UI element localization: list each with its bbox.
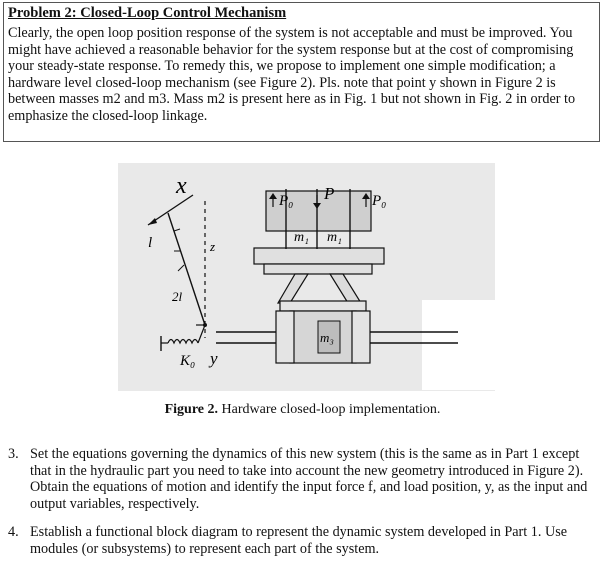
figure-caption <box>0 402 605 418</box>
question-4-text: Establish a functional block diagram to represent the dynamic system developed in Part 1. Use modules (or subsystems) to represent each part of the system. <box>30 524 568 557</box>
label-p0-left: P₀ <box>279 193 294 209</box>
problem-title: Problem 2: Closed-Loop Control Mechanism <box>8 5 287 21</box>
label-m1-left: m₁ <box>294 230 309 245</box>
label-k0: K₀ <box>180 353 196 369</box>
figure-caption-text: Hardware closed-loop implementation. <box>218 402 441 417</box>
question-3-number: 3. <box>8 446 19 462</box>
label-z: z <box>210 239 216 254</box>
question-3-text: Set the equations governing the dynamics of this new system (this is the same as in Part 1 except that in the hydraulic part you need to take into account the new geometry introduced in Figure 2). Obtain the equations of motion and identify the input force f, and load position, y, as the input and output variables, respectively. <box>30 446 588 512</box>
label-m3: m₃ <box>320 330 334 345</box>
label-p0-right: P₀ <box>372 193 387 209</box>
label-p: P <box>324 184 335 203</box>
label-l: l <box>148 235 153 251</box>
question-4 <box>8 524 600 557</box>
question-3 <box>8 446 600 512</box>
label-m1-right: m₁ <box>327 230 342 245</box>
problem-box <box>3 2 600 142</box>
label-y: y <box>210 349 218 368</box>
question-4-number: 4. <box>8 524 19 540</box>
label-2l: 2l <box>172 289 183 304</box>
problem-body: Clearly, the open loop position response of the system is not acceptable and must be improved. You might have achieved a reasonable behavior for the system response but at the cost of compromising your steady-state response. To remedy this, we propose to implement one simple modification; a hardware level closed-loop mechanism (see Figure 2). Pls. note that point y shown in Figure 2 is between masses m2 and m3. Mass m2 is present here as in Fig. 1 but not shown in Fig. 2 in order to emphasize the closed-loop linkage. <box>8 25 576 124</box>
figure-caption-label: Figure 2. <box>164 402 219 417</box>
label-x: x <box>176 173 187 199</box>
figure-2-diagram <box>118 163 495 391</box>
